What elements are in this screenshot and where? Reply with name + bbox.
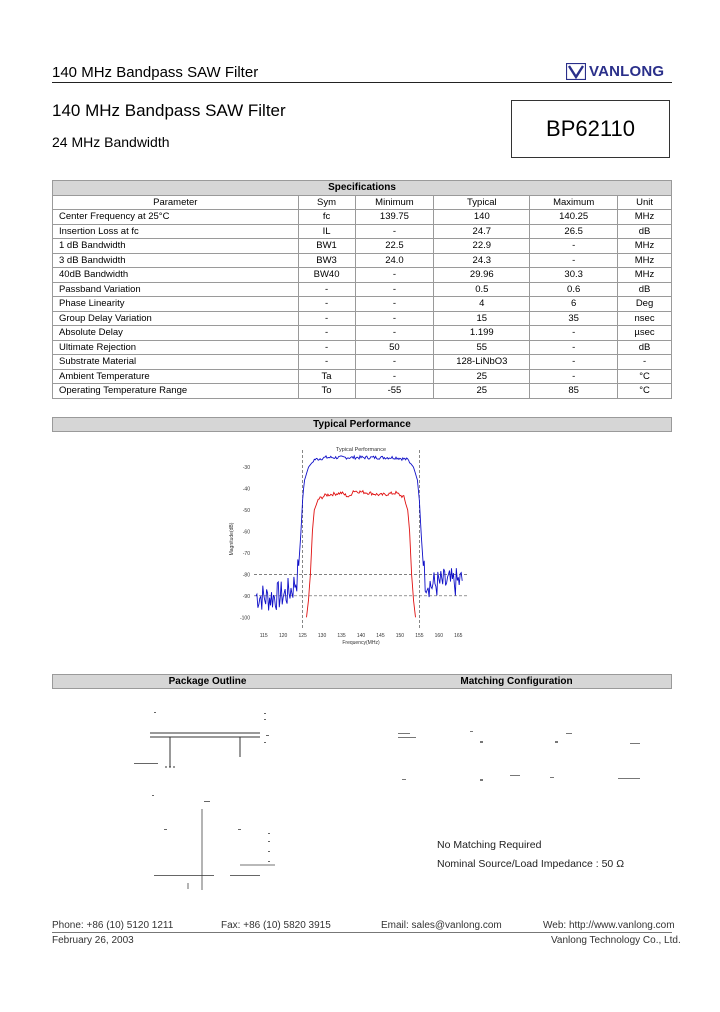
table-cell: MHz [618, 253, 672, 268]
table-cell: 139.75 [355, 210, 434, 225]
chart-title: Typical Performance [335, 447, 387, 454]
table-cell: 0.5 [434, 282, 530, 297]
page-subtitle: 24 MHz Bandwidth [52, 134, 170, 150]
performance-chart [228, 442, 476, 652]
table-cell: - [530, 355, 618, 370]
table-cell: 22.5 [355, 239, 434, 254]
table-cell: - [355, 268, 434, 283]
x-tick-label: 150 [395, 633, 405, 639]
column-header: Maximum [530, 195, 618, 210]
table-row [53, 224, 672, 239]
table-cell: °C [618, 384, 672, 399]
y-tick-label: -100 [239, 615, 250, 622]
table-cell: °C [618, 369, 672, 384]
table-cell: 15 [434, 311, 530, 326]
table-row [53, 253, 672, 268]
x-tick-label: 160 [434, 633, 443, 639]
table-row [53, 355, 672, 370]
table-row [53, 369, 672, 384]
page-title: 140 MHz Bandpass SAW Filter [52, 101, 286, 120]
logo-text: VANLONG [589, 62, 665, 80]
table-cell: 128-LiNbO3 [434, 355, 530, 370]
column-header: Sym [298, 195, 355, 210]
performance-heading-label: Typical Performance [313, 419, 411, 430]
table-cell: 26.5 [530, 224, 618, 239]
table-cell: 29.96 [434, 268, 530, 283]
table-row [53, 210, 672, 225]
table-cell: - [530, 326, 618, 341]
footer-web[interactable]: Web: http://www.vanlong.com [543, 920, 675, 931]
x-tick-label: 140 [356, 633, 366, 639]
table-cell: - [530, 253, 618, 268]
matching-note: No Matching Required [437, 839, 542, 851]
table-cell: 6 [530, 297, 618, 312]
table-row [53, 311, 672, 326]
table-cell: dB [618, 340, 672, 355]
x-tick-label: 115 [259, 633, 268, 639]
impedance-note: Nominal Source/Load Impedance : 50 Ω [437, 858, 625, 870]
footer-fax: Fax: +86 (10) 5820 3915 [221, 920, 331, 931]
column-header: Typical [434, 195, 530, 210]
column-header: Parameter [53, 195, 299, 210]
table-cell: - [618, 355, 672, 370]
table-cell: fc [298, 210, 355, 225]
y-tick-label: -80 [242, 572, 250, 579]
table-cell: Operating Temperature Range [53, 384, 299, 399]
matching-configuration-heading: Matching Configuration [460, 676, 573, 687]
table-cell: - [355, 326, 434, 341]
table-cell: - [355, 224, 434, 239]
y-tick-label: -30 [242, 465, 250, 472]
table-cell: 140 [434, 210, 530, 225]
table-cell: Absolute Delay [53, 326, 299, 341]
table-cell: Substrate Material [53, 355, 299, 370]
y-tick-label: -50 [242, 508, 250, 515]
table-cell: IL [298, 224, 355, 239]
table-cell: - [298, 326, 355, 341]
y-tick-label: -90 [242, 593, 250, 600]
table-cell: 55 [434, 340, 530, 355]
package-matching-heading [52, 674, 672, 689]
footer-phone: Phone: +86 (10) 5120 1211 [52, 920, 174, 931]
table-cell: µsec [618, 326, 672, 341]
header-rule [52, 82, 672, 83]
table-cell: 3 dB Bandwidth [53, 253, 299, 268]
x-tick-label: 135 [337, 633, 346, 639]
table-cell: dB [618, 224, 672, 239]
table-cell: - [530, 239, 618, 254]
table-cell: Group Delay Variation [53, 311, 299, 326]
table-cell: Ambient Temperature [53, 369, 299, 384]
table-row [53, 297, 672, 312]
table-cell: - [530, 340, 618, 355]
table-cell: 24.7 [434, 224, 530, 239]
table-cell: 35 [530, 311, 618, 326]
x-tick-label: 125 [298, 633, 307, 639]
specifications-table [52, 180, 672, 399]
x-tick-label: 145 [376, 633, 385, 639]
table-row [53, 282, 672, 297]
column-header: Unit [618, 195, 672, 210]
x-tick-label: 130 [317, 633, 327, 639]
table-cell: MHz [618, 239, 672, 254]
header-title: 140 MHz Bandpass SAW Filter [52, 64, 259, 81]
table-cell: Center Frequency at 25°C [53, 210, 299, 225]
table-cell: 30.3 [530, 268, 618, 283]
table-cell: - [298, 355, 355, 370]
table-cell: 24.3 [434, 253, 530, 268]
table-cell: Phase Linearity [53, 297, 299, 312]
brand-logo [566, 62, 664, 80]
y-tick-label: -40 [242, 486, 250, 493]
table-cell: dB [618, 282, 672, 297]
table-cell: 22.9 [434, 239, 530, 254]
table-cell: Deg [618, 297, 672, 312]
table-cell: 140.25 [530, 210, 618, 225]
table-cell: 25 [434, 369, 530, 384]
table-cell: -55 [355, 384, 434, 399]
table-cell: MHz [618, 268, 672, 283]
table-cell: - [298, 311, 355, 326]
table-cell: BW3 [298, 253, 355, 268]
y-axis-label: Magnitude(dB) [229, 522, 235, 556]
performance-heading [52, 417, 672, 432]
package-outline-drawing [130, 705, 290, 895]
table-cell: 1 dB Bandwidth [53, 239, 299, 254]
table-cell: Ultimate Rejection [53, 340, 299, 355]
table-cell: - [355, 297, 434, 312]
footer-rule [52, 932, 672, 933]
table-cell: 1.199 [434, 326, 530, 341]
footer-email[interactable]: Email: sales@vanlong.com [381, 920, 502, 931]
table-cell: MHz [618, 210, 672, 225]
table-cell: nsec [618, 311, 672, 326]
table-cell: - [355, 355, 434, 370]
table-cell: - [298, 340, 355, 355]
table-cell: 0.6 [530, 282, 618, 297]
x-tick-label: 120 [279, 633, 288, 639]
footer-company: Vanlong Technology Co., Ltd. [551, 935, 681, 946]
specifications-heading: Specifications [53, 181, 672, 196]
package-outline-heading: Package Outline [168, 676, 247, 687]
vanlong-logo-icon [566, 63, 586, 80]
table-cell: 4 [434, 297, 530, 312]
table-cell: Insertion Loss at fc [53, 224, 299, 239]
table-row [53, 239, 672, 254]
table-cell: 40dB Bandwidth [53, 268, 299, 283]
column-header: Minimum [355, 195, 434, 210]
table-row [53, 268, 672, 283]
y-tick-label: -70 [242, 550, 250, 557]
series-line-wideband [256, 456, 462, 611]
x-tick-label: 165 [454, 633, 463, 639]
table-cell: - [355, 311, 434, 326]
footer-date: February 26, 2003 [52, 935, 134, 946]
x-axis-label: Frequency(MHz) [342, 640, 380, 646]
part-number: BP62110 [546, 116, 635, 141]
table-cell: 24.0 [355, 253, 434, 268]
table-row [53, 326, 672, 341]
table-row [53, 384, 672, 399]
table-cell: - [298, 282, 355, 297]
x-tick-label: 155 [415, 633, 424, 639]
table-cell: BW1 [298, 239, 355, 254]
table-cell: 50 [355, 340, 434, 355]
table-cell: - [298, 297, 355, 312]
table-cell: Passband Variation [53, 282, 299, 297]
table-cell: Ta [298, 369, 355, 384]
part-number-box [511, 100, 670, 158]
y-tick-label: -60 [242, 529, 250, 536]
matching-schematic [390, 725, 650, 790]
table-cell: - [355, 282, 434, 297]
table-header-row [53, 195, 672, 210]
table-cell: To [298, 384, 355, 399]
table-cell: BW40 [298, 268, 355, 283]
table-cell: - [355, 369, 434, 384]
table-cell: 25 [434, 384, 530, 399]
table-cell: - [530, 369, 618, 384]
table-cell: 85 [530, 384, 618, 399]
series-line-passband [307, 491, 416, 618]
table-row [53, 340, 672, 355]
